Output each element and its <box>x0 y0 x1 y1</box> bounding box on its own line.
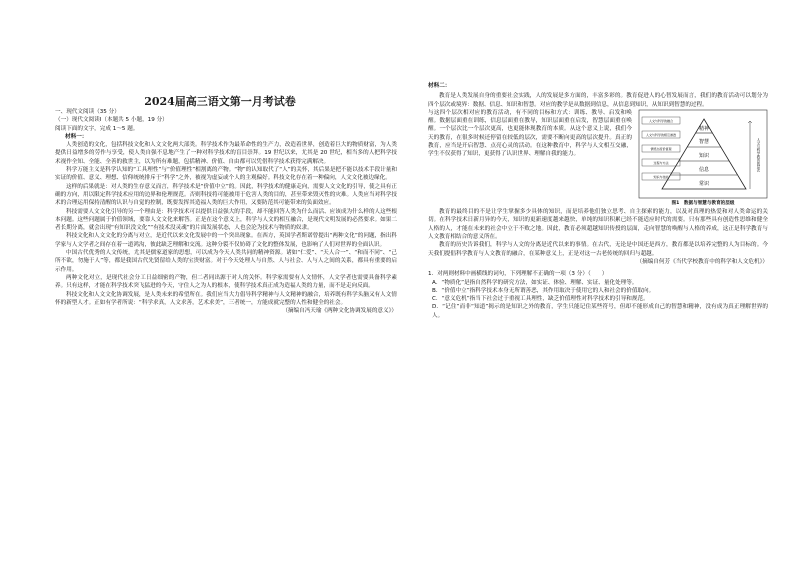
pyramid-level-text: 信息 <box>698 166 710 173</box>
left-column <box>55 108 397 315</box>
section-heading: 一、现代文阅读（35 分） <box>55 109 120 115</box>
paragraph: 教育的历史告诉我们，科学与人文的分离是近代以来的事情。在古代，无论是中国还是西方，教育都是以培养完整的人为目标的。今天我们提倡科学教育与人文教育的融合，在某种意义上，正是对这一古老传统的回归与超越。 <box>428 242 768 257</box>
figure-caption: 图1 数据与智慧与教育的层级 <box>671 200 735 206</box>
paragraph: 人类创造的文化，包括科技文化和人文文化两大部类。科学技术作为最革命性的生产力，改造着世界，创造着巨大的物质财富，为人类提供日益增多的劳作与享受，使人类自强不息地产生了一种对科学技术的盲目崇拜。19 世纪以来，尤其是 20 世纪，相当多的人把科学技术视作全知、全能、全善的救世主，以为所有难题，包括精神、价值、自由都可以凭借科学技术获得完满解决。 <box>55 142 397 165</box>
source-citation: （摘编自何芳《当代学校教育中的科学和人文危机》） <box>636 258 768 265</box>
question-1: 1．对两则材料中画横线的词句，下列理解不正确的一项（3 分）（ ） <box>428 271 608 278</box>
pyramid-diagram <box>638 109 768 199</box>
side-label-text: 情感态度价值观 <box>650 147 672 152</box>
side-label-text: 人文与科学的相互渗透 <box>645 133 677 138</box>
paragraph: 科学万能主义是科学认知的“工具理性”与“价值理性”相割离的产物。“物”的认知取代了“人”的关怀，其后果是把不能以技术手段计量和实证的价值、意义、理想、信仰统统排斥于“科学”之外，被视为虚妄或个人的主观偏好。科技文化存在着一种偏向，人文文化被边缘化。 <box>55 167 397 182</box>
paragraph: 教育的最终目的不是让学生掌握多少具体的知识，而是培养他们独立思考、自主探索的能力，以及对真理的热爱和对人类命运的关切。在科学技术日新月异的今天，知识的更新速度越来越快，单纯的知识积累已经不能适应时代的需要。只有那些具有创造性思维和健全人格的人，才能在未来的社会中立于不败之地。因此，教育必须超越知识传授的层面，走向智慧的唤醒与人格的养成，这正是科学教育与人文教育相结合的意义所在。 <box>428 209 768 241</box>
option-c: C．“意义危机”指当下社会过于重视工具理性，缺乏价值理性对科学技术的引导和规范。 <box>432 296 649 303</box>
paragraph: 这样的后果就是：对人类的生存意义而言，科学技术是“价值中立”的。因此，科学技术的健康走向，需要人文文化的引导，使之具有正确的方向，用以限定科学技术应用的边界和伦理规范。否则科技将可能被用于危害人类的目的，甚至带来毁灭性的灾难。人类应当对科学技术的合理运用保持清醒的认识与自觉的控制，既要发挥其造福人类的巨大作用，又要防范其可能带来的负面效应。 <box>55 183 397 207</box>
option-d: D．“记住”而非“知道”揭示的是知识之外的教育，学生只能记住某些符号，但却不能形成自己的智慧和精神，没有成为真正理解世界的人。 <box>432 304 768 319</box>
side-label-text: 知识与技能 <box>653 175 669 180</box>
right-label-text: 人文与科学教育的层次 <box>756 137 760 172</box>
option-b: B．“价值中立”指科学技术本身无所谓善恶，其作用取决于使用它的人和社会的价值取向。 <box>432 287 655 294</box>
material1-label: 材料一： <box>65 133 88 140</box>
paragraph: 科技需要人文文化引导的另一个理由是：科学技术可以提供日益强大的手段，却不能回答人类为什么而活、应该成为什么样的人这些根本问题。这些问题属于价值领域，要靠人文文化来解答。正是在这个意义上，科学与人文的相互融合，是现代文明发展的必然要求。如果二者长期分离，就会出现“有知识没文化”“有技术没灵魂”的片面发展状态，人也会沦为技术与物质的奴隶。 <box>55 208 397 232</box>
paragraph: 科技文化和人文文化的分离与对立，是近代以来文化发展中的一个突出现象。在西方，英国学者斯诺曾提出“两种文化”的问题，指出科学家与人文学者之间存在着一道鸿沟，彼此缺乏理解和交流。这种分裂不仅妨碍了文化的整体发展，也影响了人们对世界的全面认识。 <box>55 233 397 248</box>
pyramid-level-text: 常识 <box>698 180 710 187</box>
paragraph: 与这四个层次相对应的教育活动，有不同的目标和方式：训练、教导、启发和唤醒。数据层面重在训练，信息层面重在教导，知识层面重在启发，智慧层面重在唤醒。一个层次比一个层次更高，也更能体现教育的本质。从这个意义上说，我们今天的教育，在很多时候还停留在较低的层次，需要不断向更高的层次提升。真正的教育，应当是开启智慧、点亮心灵的活动。在这种教育中，科学与人文相互交融，学生不仅获得了知识，更获得了认识世界、理解自我的能力。 <box>428 109 632 158</box>
paragraph: 教育是人类发展自身的重要社会实践，人的发展是多方面的，丰富多彩的。教育促进人的心智发展而言，我们的教育活动可以划分为四个层次或境界：数据、信息、知识和智慧。对应的教学是从数据到信息，从信息到知识，从知识到智慧的过程。 <box>428 93 768 108</box>
material2-label: 材料二： <box>428 83 451 89</box>
text-with-figure <box>428 109 768 208</box>
reading-instruction: 阅读下面的文字，完成 1～5 题。 <box>55 125 139 132</box>
subsection-heading: （一）现代文阅读Ⅰ（本题共 5 小题，19 分） <box>55 117 168 124</box>
paragraph: 两种文化对立，是现代社会分工日益细密的产物，但二者同出源于对人的关怀。科学家需要有人文情怀，人文学者也需要具备科学素养。只有这样，才能在科学技术突飞猛进的今天，守住人之为人的根本，使科学技术真正成为造福人类的力量，而不是走向反面。 <box>55 274 397 290</box>
option-a: A．“物质化”是指自然科学的研究方法，如实证、体验、理解、实证、量化处理等。 <box>432 279 638 286</box>
side-label-text: 人文与科学的融合 <box>648 119 674 124</box>
source-citation: （摘编自冯天瑜《两种文化协调发展的意义》） <box>282 308 397 315</box>
pyramid-figure <box>638 109 768 208</box>
exam-title: 2024届高三语文第一月考试卷 <box>144 95 296 108</box>
right-column <box>428 82 768 320</box>
paragraph: 科技文化和人文文化协调发展，是人类未来的希望所在。我们应当大力倡导科学精神与人文精神的融合，培养既有科学头脑又有人文情怀的新型人才。正如有学者所说：“科学求真，人文求善，艺术求美”，三者统一，方能成就完整的人性和健全的社会。 <box>55 291 397 306</box>
pyramid-level-text: 知识 <box>698 152 710 159</box>
pyramid-level-text: 精神 <box>698 125 710 132</box>
figure-side-text <box>428 109 632 208</box>
side-label-text: 过程与方法 <box>653 161 669 166</box>
pyramid-level-text: 智慧 <box>698 138 710 145</box>
paragraph: 中国古代优秀的人文传统，尤其是儒家道家的思想，可以成为今天人类共同的精神资源。诸如“仁爱”、“天人合一”、“和而不同”、“己所不欲，勿施于人”等，都是我国古代先贤留给人类的宝贵财富。对于今天处理人与自然、人与社会、人与人之间的关系，都具有重要的启示作用。 <box>55 250 397 273</box>
